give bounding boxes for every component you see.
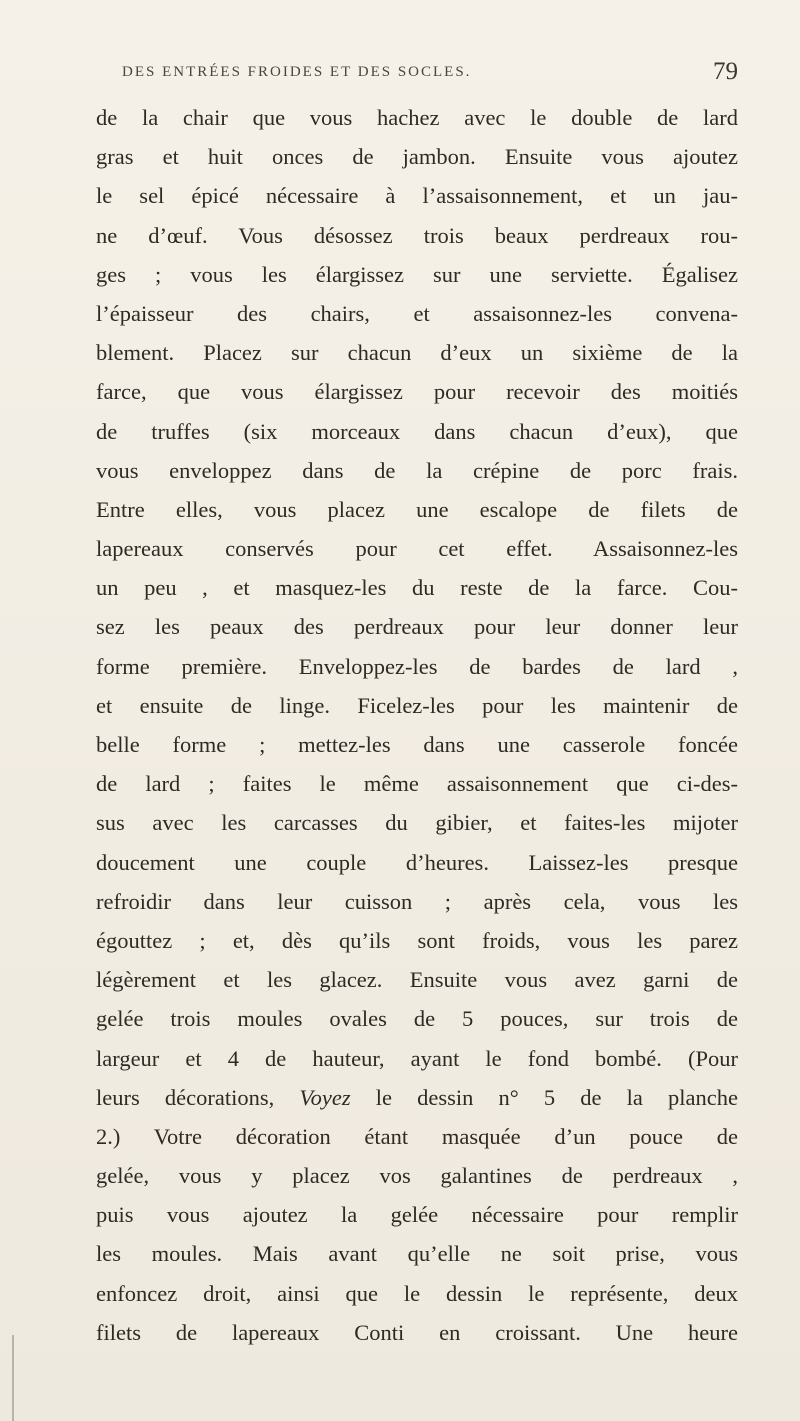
body-text [96, 98, 738, 1352]
text-line: blement. Placez sur chacun d’eux un sixième de la [96, 340, 738, 366]
text-line: leurs décorations, Voyez le dessin n° 5 de la planche [96, 1084, 738, 1110]
text-line: vous enveloppez dans de la crépine de porc frais. [96, 457, 738, 483]
text-line: le sel épicé nécessaire à l’assaisonnement, et un jau- [96, 183, 738, 209]
text-line: largeur et 4 de hauteur, ayant le fond bombé. (Pour [96, 1045, 738, 1071]
text-line: ges ; vous les élargissez sur une serviette. Égalisez [96, 261, 738, 287]
text-line: légèrement et les glacez. Ensuite vous avez garni de [96, 967, 738, 993]
text-line: belle forme ; mettez-les dans une casserole foncée [96, 732, 738, 757]
italic-voyez: Voyez [299, 1084, 351, 1110]
text-line: gelée trois moules ovales de 5 pouces, sur trois de [96, 1006, 738, 1032]
text-line: Entre elles, vous placez une escalope de filets de [96, 496, 738, 522]
text-line: l’épaisseur des chairs, et assaisonnez-les convena- [96, 300, 738, 326]
text-line: de lard ; faites le même assaisonnement que ci-des- [96, 771, 738, 797]
text-line: de truffes (six morceaux dans chacun d’eux), que [96, 418, 738, 444]
text-line: gelée, vous y placez vos galantines de perdreaux , [96, 1163, 738, 1189]
text-line: de la chair que vous hachez avec le double de lard [96, 105, 738, 130]
text-line: farce, que vous élargissez pour recevoir des moitiés [96, 379, 738, 405]
text-line: sez les peaux des perdreaux pour leur donner leur [96, 614, 738, 640]
text-line: doucement une couple d’heures. Laissez-les presque [96, 849, 738, 875]
text-line: gras et huit onces de jambon. Ensuite vous ajoutez [96, 144, 738, 170]
page-number: 79 [713, 58, 738, 85]
text-line: et ensuite de linge. Ficelez-les pour les maintenir de [96, 692, 738, 718]
text-line: refroidir dans leur cuisson ; après cela, vous les [96, 888, 738, 914]
text-line: un peu , et masquez-les du reste de la farce. Cou- [96, 575, 738, 601]
text-line: ne d’œuf. Vous désossez trois beaux perdreaux rou- [96, 222, 738, 248]
running-head: DES ENTRÉES FROIDES ET DES SOCLES. [122, 64, 472, 80]
text-line: puis vous ajoutez la gelée nécessaire pour remplir [96, 1202, 738, 1228]
text-line: 2.) Votre décoration étant masquée d’un pouce de [96, 1123, 738, 1149]
text-line: filets de lapereaux Conti en croissant. Une heure [96, 1319, 738, 1345]
text-line: égouttez ; et, dès qu’ils sont froids, vous les parez [96, 927, 738, 953]
text-line: lapereaux conservés pour cet effet. Assaisonnez-les [96, 536, 738, 562]
text-line: sus avec les carcasses du gibier, et faites-les mijoter [96, 810, 738, 836]
text-line: enfoncez droit, ainsi que le dessin le représente, deux [96, 1280, 738, 1306]
text-line: les moules. Mais avant qu’elle ne soit prise, vous [96, 1241, 738, 1267]
text-line: forme première. Enveloppez-les de bardes de lard , [96, 653, 738, 679]
page-header [96, 58, 738, 98]
margin-mark [12, 1335, 14, 1421]
